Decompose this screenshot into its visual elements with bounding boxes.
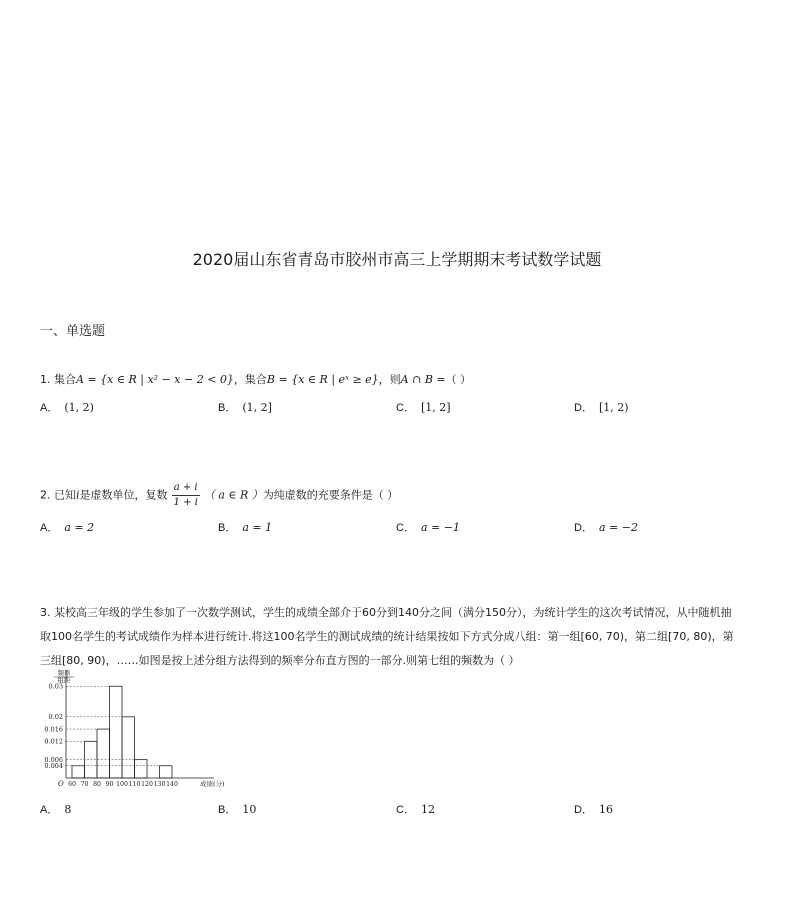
option-value: 8 <box>64 803 72 816</box>
q1-expr: A ∩ B = <box>400 373 446 386</box>
y-axis-label: 频率 <box>57 669 71 677</box>
x-tick-label: 140 <box>166 781 178 788</box>
option-value: a = −1 <box>420 521 460 534</box>
q1-prefix: 1. 集合 <box>40 373 76 386</box>
q1-set-b: B = {x ∈ R | eˣ ≥ e} <box>266 373 379 386</box>
q2-condition: （ a ∈ R ） <box>203 488 263 502</box>
x-axis-label: 成绩(分) <box>200 780 225 788</box>
option-label: D． <box>574 522 593 534</box>
option-label: A． <box>40 402 59 414</box>
option-value: [1, 2] <box>420 401 451 414</box>
q2-text1: 是虚数单位，复数 <box>79 488 168 502</box>
option-label: C． <box>396 522 415 534</box>
option-label: B． <box>218 804 237 816</box>
histogram-bar <box>97 729 110 778</box>
option-label: B． <box>218 522 237 534</box>
q1-suffix-pre: ，则 <box>378 373 401 386</box>
q2-option-a[interactable] <box>40 519 94 535</box>
x-tick-label: 110 <box>128 781 141 788</box>
x-tick-label: 120 <box>141 781 153 788</box>
option-label: C． <box>396 804 415 816</box>
option-value: 10 <box>242 803 257 816</box>
q3-option-c[interactable] <box>396 801 435 817</box>
q3-line-1: 3. 某校高三年级的学生参加了一次数学测试，学生的成绩全部介于60分到140分之间（满分150分），为统计学生的这次考试情况，从中随机抽 <box>40 606 732 619</box>
y-tick-label: 0.03 <box>48 682 63 691</box>
x-tick-label: 90 <box>105 781 114 788</box>
option-label: B． <box>218 402 237 414</box>
question-1 <box>40 373 471 387</box>
frequency-histogram <box>36 668 226 798</box>
q3-option-a[interactable] <box>40 801 71 817</box>
option-value: a = 2 <box>64 521 95 534</box>
x-tick-label: 100 <box>116 781 128 788</box>
q2-fraction <box>172 481 200 510</box>
x-tick-label: 130 <box>153 781 166 788</box>
q1-suffix: （ ） <box>445 373 472 386</box>
option-label: D． <box>574 402 593 414</box>
q1-set-a: A = {x ∈ R | x² − x − 2 < 0} <box>76 373 234 386</box>
section-heading: 一、单选题 <box>40 324 106 339</box>
option-label: A． <box>40 804 59 816</box>
option-value: 16 <box>598 803 613 816</box>
page-title: 2020届山东省青岛市胶州市高三上学期期末考试数学试题 <box>192 250 602 269</box>
y-tick-label: 0.012 <box>44 737 63 746</box>
x-tick-label: 80 <box>93 781 101 788</box>
q3-option-b[interactable] <box>218 801 256 817</box>
q1-mid: ，集合 <box>233 373 267 386</box>
histogram-bar <box>72 766 85 778</box>
q2-option-d[interactable] <box>574 519 638 535</box>
fraction-numerator: a + i <box>172 481 200 496</box>
x-tick-label: 70 <box>80 781 89 788</box>
option-value: (1, 2] <box>242 401 272 414</box>
histogram-bar <box>122 717 135 778</box>
origin-label: O <box>58 780 64 788</box>
q1-option-d[interactable] <box>574 399 629 415</box>
q2-prefix: 2. 已知 <box>40 488 76 502</box>
x-tick-label: 60 <box>68 781 76 788</box>
fraction-denominator: 1 + i <box>173 497 198 508</box>
y-axis-label: 组距 <box>57 676 71 684</box>
q1-option-c[interactable] <box>396 399 451 415</box>
question-2 <box>40 481 398 510</box>
q2-option-c[interactable] <box>396 519 460 535</box>
option-label: C． <box>396 402 415 414</box>
y-tick-label: 0.006 <box>44 755 63 764</box>
option-label: D． <box>574 804 593 816</box>
y-tick-label: 0.02 <box>48 713 63 722</box>
histogram-bar <box>110 686 123 778</box>
option-label: A． <box>40 522 59 534</box>
histogram-bar <box>160 766 173 778</box>
q3-line-3: 三组[80, 90)，……如图是按上述分组方法得到的频率分布直方图的一部分.则第七组的频数为（ ） <box>40 654 520 667</box>
q3-line-2: 取100名学生的考试成绩作为样本进行统计.将这100名学生的测试成绩的统计结果按如下方式分成八组：第一组[60, 70)，第二组[70, 80)，第 <box>40 630 734 643</box>
histogram-bar <box>135 760 148 778</box>
option-value: [1, 2) <box>598 401 629 414</box>
option-value: a = 1 <box>242 521 273 534</box>
option-value: (1, 2) <box>64 401 94 414</box>
option-value: a = −2 <box>598 521 638 534</box>
y-tick-label: 0.016 <box>44 725 63 734</box>
option-value: 12 <box>420 803 435 816</box>
q2-text2: 为纯虚数的充要条件是（ ） <box>262 488 399 502</box>
q1-option-b[interactable] <box>218 399 272 415</box>
y-tick-label: 0.004 <box>44 761 63 770</box>
q1-option-a[interactable] <box>40 399 94 415</box>
q3-option-d[interactable] <box>574 801 613 817</box>
q2-i: i <box>76 488 80 502</box>
q2-option-b[interactable] <box>218 519 272 535</box>
